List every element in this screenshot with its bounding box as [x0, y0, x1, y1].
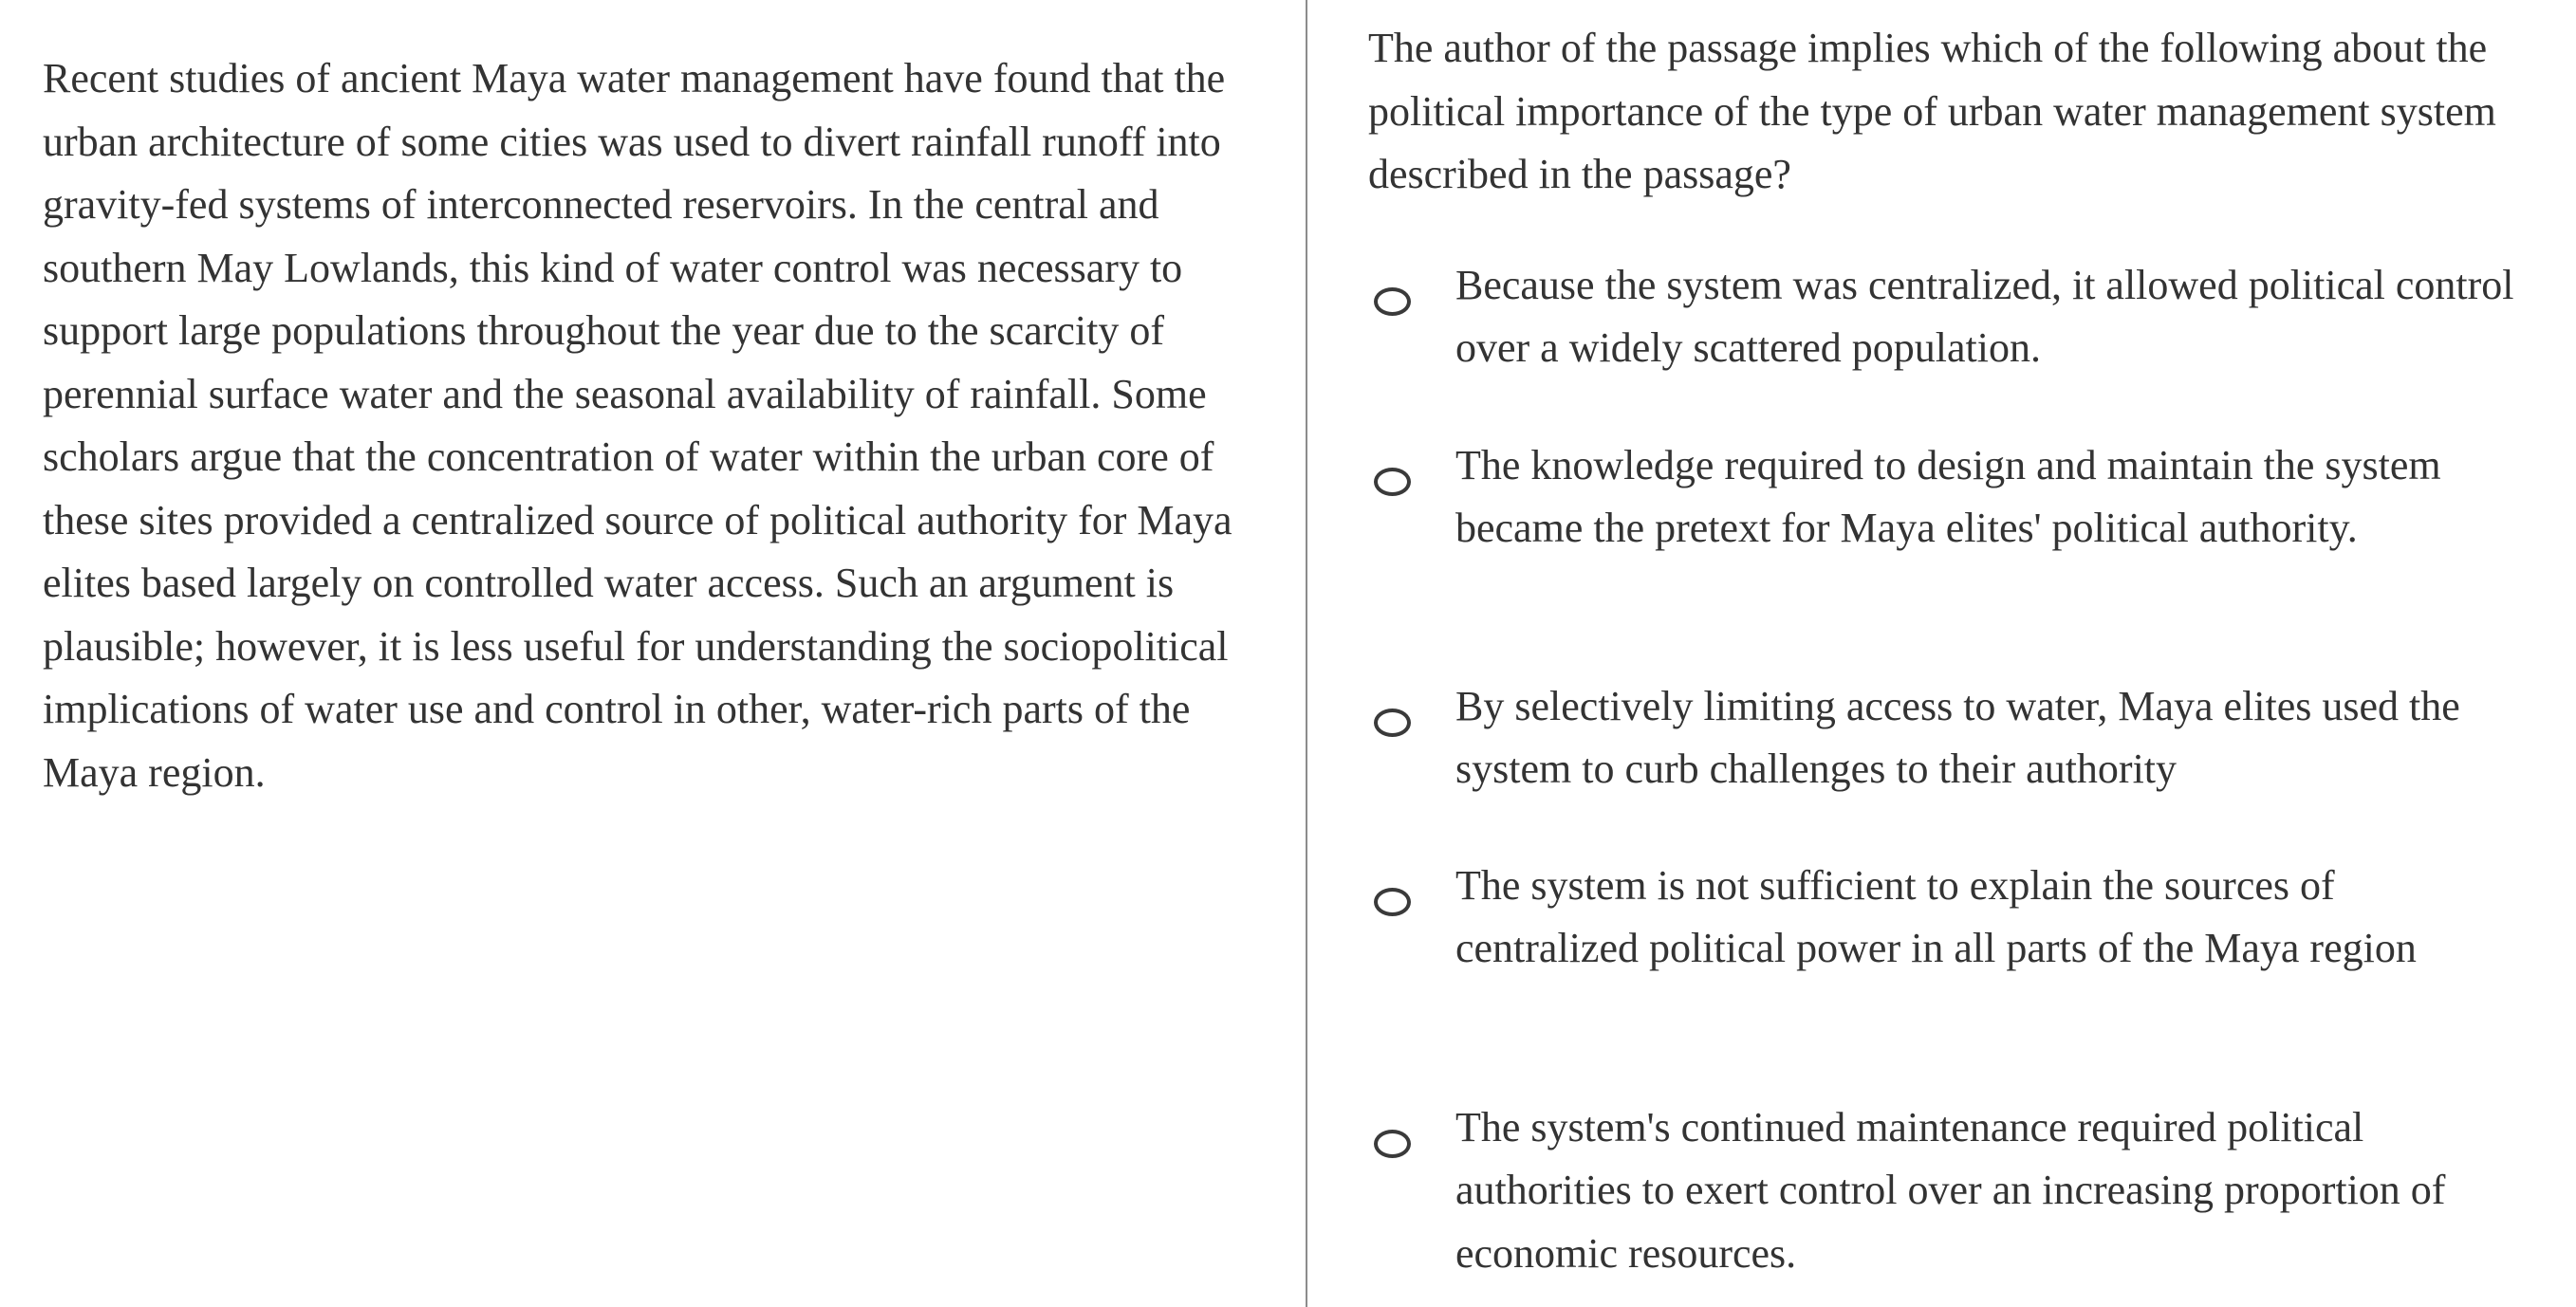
answer-choice-label: Because the system was centralized, it allowed political control over a widely scattered population.	[1455, 261, 2514, 371]
radio-button-icon[interactable]	[1374, 287, 1411, 316]
answer-choice-label: By selectively limiting access to water, Maya elites used the system to curb challenges to their authority	[1455, 682, 2460, 792]
radio-button-icon[interactable]	[1374, 1130, 1411, 1158]
radio-button-icon[interactable]	[1374, 468, 1411, 496]
answer-choice-label: The knowledge required to design and maintain the system became the pretext for Maya elites' political authority.	[1455, 441, 2441, 551]
answer-choice-label: The system's continued maintenance required political authorities to exert control over an increasing proportion of economic resources.	[1455, 1103, 2446, 1277]
radio-button-icon[interactable]	[1374, 888, 1411, 916]
pane-divider	[1306, 0, 1307, 1307]
radio-button-icon[interactable]	[1374, 709, 1411, 737]
question-stem: The author of the passage implies which of the following about the political importance of the type of urban water management system described in the passage?	[1368, 25, 2496, 197]
question-pane	[1368, 0, 2554, 1307]
passage-text: Recent studies of ancient Maya water management have found that the urban architecture of some cities was used to divert rainfall runoff into gravity-fed systems of interconnected reservoirs. In the central and southern May Lowlands, this kind of water control was necessary to support large populations throughout the year due to the scarcity of perennial surface water and the seasonal availability of rainfall. Some scholars argue that the concentration of water within the urban core of these sites provided a centralized source of political authority for Maya elites based largely on controlled water access. Such an argument is plausible; however, it is less useful for understanding the sociopolitical implications of water use and control in other, water-rich parts of the Maya region.	[43, 55, 1232, 796]
answer-choice-label: The system is not sufficient to explain the sources of centralized political power in all parts of the Maya region	[1455, 861, 2417, 971]
